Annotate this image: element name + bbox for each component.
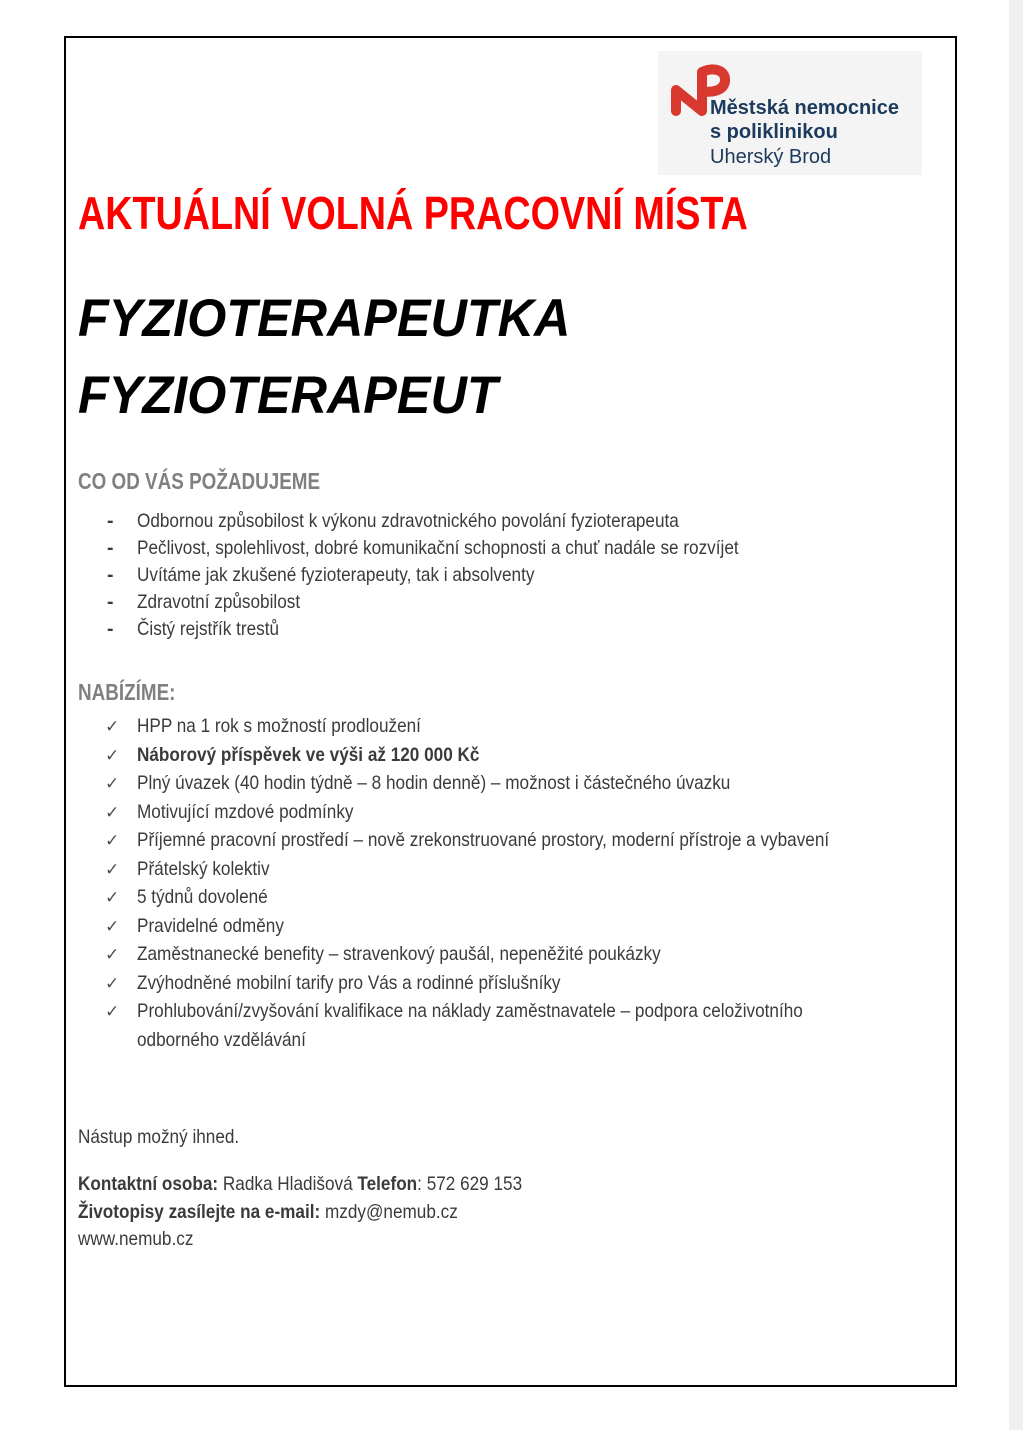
dash-bullet-icon: - xyxy=(107,510,114,532)
requirement-text: Čistý rejstřík trestů xyxy=(137,618,280,640)
logo-city: Uherský Brod xyxy=(710,146,832,168)
dash-bullet-icon: - xyxy=(107,564,114,586)
offer-item xyxy=(105,826,924,855)
website-line xyxy=(78,1226,583,1254)
requirement-text: Odbornou způsobilost k výkonu zdravotnického povolání fyzioterapeuta xyxy=(137,510,679,532)
offers-list xyxy=(105,712,924,1054)
requirement-item xyxy=(107,616,821,643)
offer-text: odborného vzdělávání xyxy=(137,1028,306,1051)
page-headline xyxy=(78,186,895,240)
check-icon: ✓ xyxy=(105,859,120,879)
check-icon: ✓ xyxy=(105,774,120,793)
offer-item xyxy=(105,769,924,798)
check-icon: ✓ xyxy=(105,831,120,850)
check-icon: ✓ xyxy=(105,1002,120,1021)
requirement-text: Zdravotní způsobilost xyxy=(137,591,301,613)
contact-block xyxy=(78,1171,583,1254)
logo-org-name-line2: s poliklinikou xyxy=(710,121,838,143)
phone-label: Telefon xyxy=(357,1173,418,1195)
offer-text: Prohlubování/zvyšování kvalifikace na náklady zaměstnavatele – podpora celoživotního xyxy=(137,1000,803,1022)
offer-item xyxy=(105,741,924,770)
requirement-item xyxy=(107,562,821,589)
email-label: Životopisy zasílejte na e-mail: xyxy=(78,1200,321,1223)
offer-item-continuation xyxy=(105,1026,924,1055)
contact-person-label: Kontaktní osoba: xyxy=(78,1173,219,1195)
logo-org-name-line1: Městská nemocnice xyxy=(710,97,899,119)
requirements-list xyxy=(107,508,821,643)
contact-person-name: Radka Hladišová xyxy=(222,1173,353,1195)
check-icon: ✓ xyxy=(105,745,120,765)
offers-heading: NABÍZÍME: xyxy=(78,679,176,705)
offer-text: HPP na 1 rok s možností prodloužení xyxy=(137,715,421,737)
offer-text: Motivující mzdové podmínky xyxy=(137,800,354,823)
offer-text: Příjemné pracovní prostředí – nově zrekonstruované prostory, moderní přístroje a vybavení xyxy=(137,829,830,851)
dash-bullet-icon: - xyxy=(107,591,114,613)
offer-item xyxy=(105,883,924,912)
page-edge-strip xyxy=(1009,0,1023,1430)
check-icon: ✓ xyxy=(105,973,120,993)
phone-number: : 572 629 153 xyxy=(417,1173,523,1195)
offer-item xyxy=(105,997,924,1026)
dash-bullet-icon: - xyxy=(107,618,114,640)
offer-item xyxy=(105,940,924,969)
requirement-item xyxy=(107,508,821,535)
page-headline-text: AKTUÁLNÍ VOLNÁ PRACOVNÍ MÍSTA xyxy=(78,187,748,239)
check-icon: ✓ xyxy=(105,916,120,936)
check-icon: ✓ xyxy=(105,802,120,822)
contact-email-line xyxy=(78,1199,583,1227)
contact-person-line xyxy=(78,1171,583,1199)
dash-bullet-icon: - xyxy=(107,537,114,559)
check-icon: ✓ xyxy=(105,717,120,736)
offer-text: Přátelský kolektiv xyxy=(137,857,270,880)
job-title-female: FYZIOTERAPEUTKA xyxy=(78,289,571,348)
start-date-note: Nástup možný ihned. xyxy=(78,1126,240,1148)
offer-item xyxy=(105,798,924,827)
email-address: mzdy@nemub.cz xyxy=(324,1200,458,1223)
offer-text: Zaměstnanecké benefity – stravenkový paušál, nepeněžité poukázky xyxy=(137,943,661,965)
job-title-male: FYZIOTERAPEUT xyxy=(78,366,498,425)
requirement-text: Uvítáme jak zkušené fyzioterapeuty, tak i absolventy xyxy=(137,564,535,586)
requirement-item xyxy=(107,535,821,562)
hospital-logo xyxy=(658,51,922,175)
requirements-heading: CO OD VÁS POŽADUJEME xyxy=(78,468,321,494)
offer-text: 5 týdnů dovolené xyxy=(137,886,268,908)
offer-item xyxy=(105,912,924,941)
check-icon: ✓ xyxy=(105,945,120,964)
offer-text: Plný úvazek (40 hodin týdně – 8 hodin denně) – možnost i částečného úvazku xyxy=(137,772,731,794)
offer-text-bold: Náborový příspěvek ve výši až 120 000 Kč xyxy=(137,743,480,766)
requirement-item xyxy=(107,589,821,616)
check-icon: ✓ xyxy=(105,888,120,907)
requirement-text: Pečlivost, spolehlivost, dobré komunikační schopnosti a chuť nadále se rozvíjet xyxy=(137,537,739,559)
offer-text: Zvýhodněné mobilní tarify pro Vás a rodinné příslušníky xyxy=(137,971,561,994)
offer-item xyxy=(105,969,924,998)
website-url: www.nemub.cz xyxy=(78,1228,194,1250)
offer-item xyxy=(105,855,924,884)
offer-text: Pravidelné odměny xyxy=(137,914,284,937)
offer-item xyxy=(105,712,924,741)
